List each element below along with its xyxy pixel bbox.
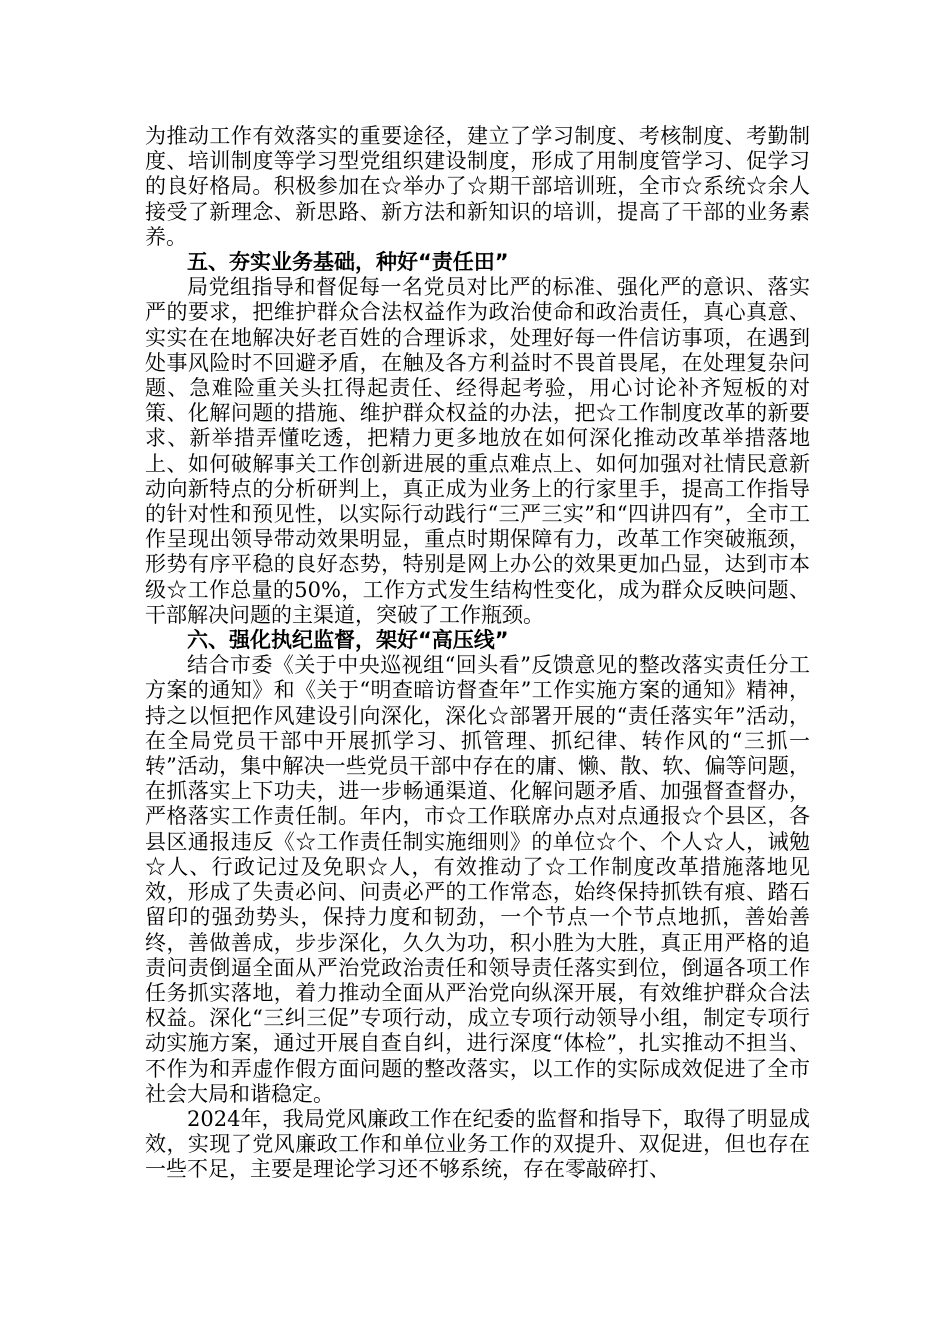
paragraph-business-foundation: 局党组指导和督促每一名党员对比严的标准、强化严的意识、落实严的要求，把维护群众合法权益作为政治使命和政治责任，真心真意、实实在在地解决好老百姓的合理诉求，处理好每一件信访事项，在遇到处事风险时不回避矛盾，在触及各方利益时不畏首畏尾，在处理复杂问题、急难险重关头扛得起责任、经得起考验，用心讨论补齐短板的对策、化解问题的措施、维护群众权益的办法，把☆工作制度改革的新要求、新举措弄懂吃透，把精力更多地放在如何深化推动改革举措落地上、如何破解事关工作创新进展的重点难点上、如何加强对社情民意新动向新特点的分析研判上，真正成为业务上的行家里手，提高工作指导的针对性和预见性，以实际行动践行“三严三实”和“四讲四有”，全市工作呈现出领导带动效果明显，重点时期保障有力，改革工作突破瓶颈，形势有序平稳的良好态势，特别是网上办公的效果更加凸显，达到市本级☆工作总量的50%，工作方式发生结构性变化，成为群众反映问题、干部解决问题的主渠道，突破了工作瓶颈。 bbox=[145, 275, 810, 627]
section-heading-5: 五、夯实业务基础，种好“责任田” bbox=[187, 250, 509, 275]
paragraph-discipline-supervision: 结合市委《关于中央巡视组“回头看”反馈意见的整改落实责任分工方案的通知》和《关于“明查暗访督查年”工作实施方案的通知》精神，持之以恒把作风建设引向深化，深化☆部署开展的“责任落实年”活动，在全局党员干部中开展抓学习、抓管理、抓纪律、转作风的“三抓一转”活动，集中解决一些党员干部中存在的庸、懒、散、软、偏等问题，在抓落实上下功夫，进一步畅通渠道、化解问题矛盾、加强督查督办，严格落实工作责任制。年内，市☆工作联席办点对点通报☆个县区，各县区通报违反《☆工作责任制实施细则》的单位☆个、个人☆人，诫勉☆人、行政记过及免职☆人，有效推动了☆工作制度改革措施落地见效，形成了失责必问、问责必严的工作常态，始终保持抓铁有痕、踏石留印的强劲势头，保持力度和韧劲，一个节点一个节点地抓，善始善终，善做善成，步步深化，久久为功，积小胜为大胜，真正用严格的追责问责倒逼全面从严治党政治责任和领导责任落实到位，倒逼各项工作任务抓实落地，着力推动全面从严治党向纵深开展，有效维护群众合法权益。深化“三纠三促”专项行动，成立专项行动领导小组，制定专项行动实施方案，通过开展自查自纠，进行深度“体检”，扎实推动不担当、不作为和弄虚作假方面问题的整改落实，以工作的实际成效促进了全市社会大局和谐稳定。 bbox=[145, 653, 810, 1106]
paragraph-summary-2024: 2024年，我局党风廉政工作在纪委的监督和指导下，取得了明显成效，实现了党风廉政工作和单位业务工作的双提升、双促进，但也存在一些不足，主要是理论学习还不够系统，存在零敲碎打、 bbox=[145, 1106, 810, 1182]
document-page bbox=[145, 124, 810, 1183]
paragraph-continuation: 为推动工作有效落实的重要途径，建立了学习制度、考核制度、考勤制度、培训制度等学习型党组织建设制度，形成了用制度管学习、促学习的良好格局。积极参加在☆举办了☆期干部培训班，全市☆系统☆余人接受了新理念、新思路、新方法和新知识的培训，提高了干部的业务素养。 bbox=[145, 124, 810, 249]
section-heading-6: 六、强化执纪监督，架好“高压线” bbox=[187, 628, 509, 653]
